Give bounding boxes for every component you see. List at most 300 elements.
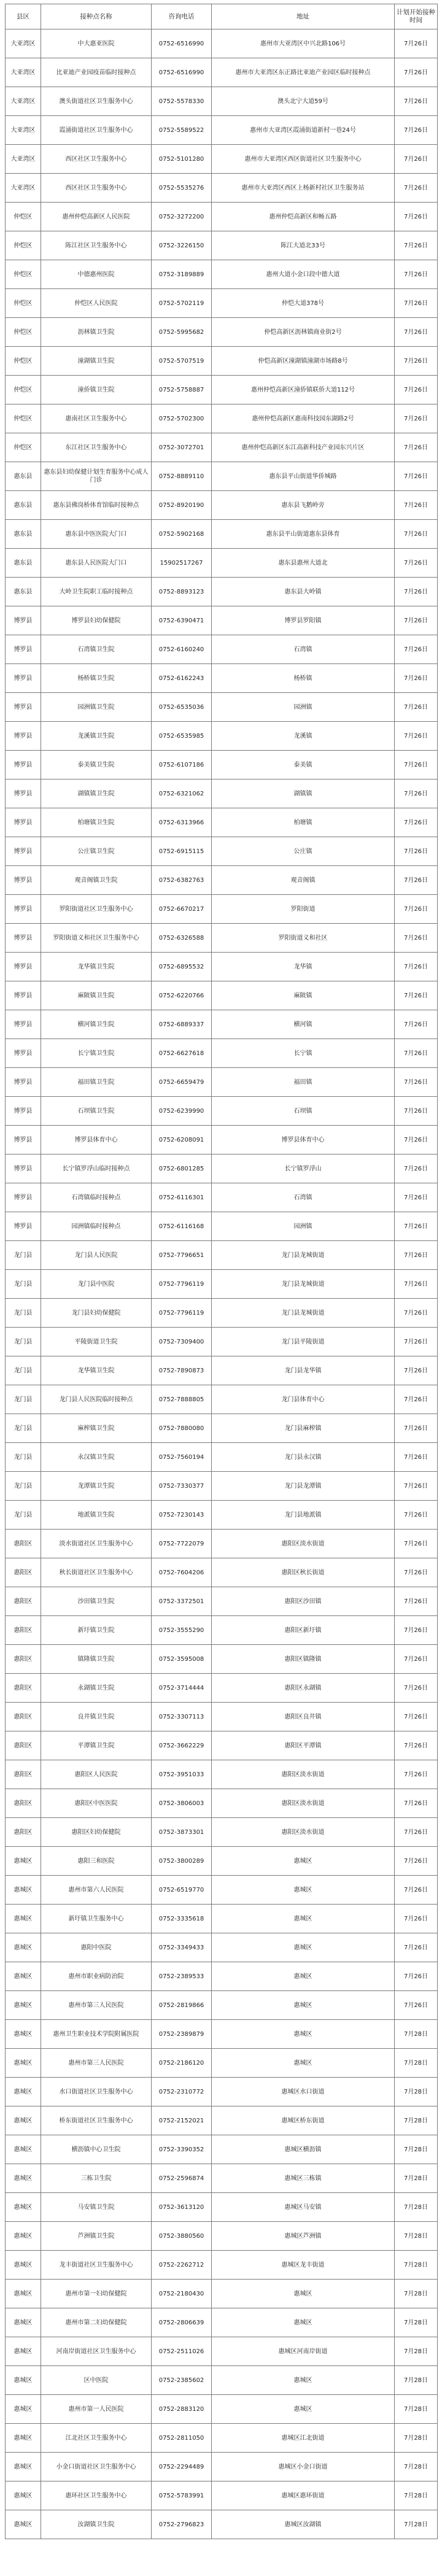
table-row xyxy=(6,1039,438,1068)
cell-phone: 0752-5589522 xyxy=(152,116,212,145)
cell-start-date: 7月26日 xyxy=(395,751,438,779)
cell-site-name: 桥东街道社区卫生服务中心 xyxy=(41,2106,152,2135)
cell-site-name: 河南岸街道社区卫生服务中心 xyxy=(41,2337,152,2366)
cell-site-name: 惠州市职业病防治院 xyxy=(41,1962,152,1991)
cell-site-name: 观音阁镇卫生院 xyxy=(41,866,152,895)
cell-phone: 0752-7560194 xyxy=(152,1443,212,1472)
cell-start-date: 7月26日 xyxy=(395,347,438,376)
table-row xyxy=(6,1645,438,1674)
cell-address: 惠城区惠环街道 xyxy=(212,2481,395,2510)
cell-site-name: 麻陂镇卫生院 xyxy=(41,981,152,1010)
cell-address: 泰美镇 xyxy=(212,751,395,779)
cell-district: 大亚湾区 xyxy=(6,116,41,145)
table-row xyxy=(6,1155,438,1183)
cell-phone: 0752-5783991 xyxy=(152,2481,212,2510)
cell-site-name: 惠州市第二妇幼保健院 xyxy=(41,2308,152,2337)
cell-phone: 0752-6915115 xyxy=(152,837,212,866)
table-row xyxy=(6,606,438,635)
cell-start-date: 7月26日 xyxy=(395,1760,438,1789)
cell-phone: 0752-3226150 xyxy=(152,231,212,260)
table-row xyxy=(6,751,438,779)
cell-address: 罗阳街道 xyxy=(212,895,395,924)
cell-district: 仲恺区 xyxy=(6,376,41,404)
table-body xyxy=(6,29,438,2539)
vaccination-sites-table xyxy=(5,4,438,2539)
table-row xyxy=(6,1760,438,1789)
cell-district: 惠阳区 xyxy=(6,1760,41,1789)
cell-site-name: 泰美镇卫生院 xyxy=(41,751,152,779)
cell-address: 惠州大道小金口段中德大道 xyxy=(212,260,395,289)
cell-site-name: 石湾镇卫生院 xyxy=(41,635,152,664)
cell-district: 惠城区 xyxy=(6,1962,41,1991)
cell-site-name: 园洲镇临时接种点 xyxy=(41,1212,152,1241)
table-row xyxy=(6,866,438,895)
cell-phone: 0752-2796823 xyxy=(152,2510,212,2539)
cell-site-name: 镇隆镇卫生院 xyxy=(41,1645,152,1674)
cell-address: 龙门县龙华镇 xyxy=(212,1356,395,1385)
cell-address: 惠阳区镇隆镇 xyxy=(212,1645,395,1674)
cell-address: 惠东县惠州大道北 xyxy=(212,549,395,578)
cell-phone: 0752-3335618 xyxy=(152,1905,212,1933)
cell-district: 仲恺区 xyxy=(6,260,41,289)
cell-phone: 0752-2883120 xyxy=(152,2395,212,2424)
cell-district: 博罗县 xyxy=(6,924,41,953)
table-row xyxy=(6,29,438,58)
table-row xyxy=(6,1443,438,1472)
cell-district: 惠阳区 xyxy=(6,1674,41,1703)
cell-district: 惠城区 xyxy=(6,2193,41,2222)
cell-address: 龙华镇 xyxy=(212,953,395,981)
table-row xyxy=(6,1616,438,1645)
cell-phone: 0752-2152021 xyxy=(152,2106,212,2135)
cell-site-name: 园洲镇卫生院 xyxy=(41,693,152,722)
cell-start-date: 7月26日 xyxy=(395,404,438,433)
cell-site-name: 龙华镇卫生院 xyxy=(41,1356,152,1385)
table-row xyxy=(6,2366,438,2395)
cell-district: 惠城区 xyxy=(6,1991,41,2020)
cell-address: 惠州仲恺高新区惠南科技园东湖路2号 xyxy=(212,404,395,433)
cell-address: 惠城区 xyxy=(212,2280,395,2308)
cell-address: 惠城区芦洲镇 xyxy=(212,2222,395,2251)
cell-site-name: 柏塘镇卫生院 xyxy=(41,808,152,837)
cell-address: 惠城区水口街道 xyxy=(212,2078,395,2106)
cell-site-name: 龙丰街道社区卫生服务中心 xyxy=(41,2251,152,2280)
cell-address: 石湾镇 xyxy=(212,1183,395,1212)
cell-phone: 0752-5995682 xyxy=(152,318,212,347)
cell-start-date: 7月28日 xyxy=(395,2308,438,2337)
cell-start-date: 7月26日 xyxy=(395,549,438,578)
cell-site-name: 惠州市第三人民医院 xyxy=(41,1991,152,2020)
table-row xyxy=(6,1328,438,1356)
cell-phone: 0752-6208091 xyxy=(152,1126,212,1155)
cell-start-date: 7月28日 xyxy=(395,2049,438,2078)
table-row xyxy=(6,260,438,289)
cell-site-name: 沙田镇卫生院 xyxy=(41,1587,152,1616)
cell-start-date: 7月28日 xyxy=(395,2395,438,2424)
table-row xyxy=(6,2135,438,2164)
cell-address: 惠城区江北街道 xyxy=(212,2424,395,2453)
cell-district: 龙门县 xyxy=(6,1414,41,1443)
cell-district: 仲恺区 xyxy=(6,404,41,433)
cell-site-name: 沥林镇卫生院 xyxy=(41,318,152,347)
cell-site-name: 博罗县妇幼保健院 xyxy=(41,606,152,635)
cell-phone: 0752-6220766 xyxy=(152,981,212,1010)
cell-district: 龙门县 xyxy=(6,1385,41,1414)
cell-site-name: 惠南社区卫生服务中心 xyxy=(41,404,152,433)
table-row xyxy=(6,1501,438,1530)
cell-site-name: 地派镇卫生院 xyxy=(41,1501,152,1530)
cell-start-date: 7月26日 xyxy=(395,462,438,491)
cell-district: 惠城区 xyxy=(6,2106,41,2135)
cell-district: 龙门县 xyxy=(6,1299,41,1328)
cell-start-date: 7月26日 xyxy=(395,1443,438,1472)
table-row xyxy=(6,2280,438,2308)
cell-site-name: 龙华镇卫生院 xyxy=(41,953,152,981)
cell-site-name: 惠州卫生职业技术学院附属医院 xyxy=(41,2020,152,2049)
table-row xyxy=(6,635,438,664)
cell-phone: 0752-7722079 xyxy=(152,1530,212,1558)
table-row xyxy=(6,1991,438,2020)
header-start-date: 计划开始接种时间 xyxy=(395,4,438,29)
cell-district: 仲恺区 xyxy=(6,318,41,347)
cell-district: 惠阳区 xyxy=(6,1558,41,1587)
table-row xyxy=(6,289,438,318)
cell-phone: 0752-3714444 xyxy=(152,1674,212,1703)
cell-start-date: 7月26日 xyxy=(395,433,438,462)
cell-address: 龙门县龙城街道 xyxy=(212,1270,395,1299)
cell-district: 博罗县 xyxy=(6,779,41,808)
table-row xyxy=(6,1818,438,1847)
cell-start-date: 7月26日 xyxy=(395,808,438,837)
cell-district: 惠阳区 xyxy=(6,1645,41,1674)
table-row xyxy=(6,1876,438,1905)
table-row xyxy=(6,1299,438,1328)
cell-start-date: 7月26日 xyxy=(395,1328,438,1356)
cell-district: 惠城区 xyxy=(6,2510,41,2539)
cell-address: 观音阁镇 xyxy=(212,866,395,895)
cell-start-date: 7月28日 xyxy=(395,2020,438,2049)
table-row xyxy=(6,779,438,808)
table-header xyxy=(6,4,438,29)
cell-site-name: 罗阳街道社区卫生服务中心 xyxy=(41,895,152,924)
table-row xyxy=(6,2222,438,2251)
cell-address: 仲恺高新区沥林镇商业街2号 xyxy=(212,318,395,347)
cell-address: 龙溪镇 xyxy=(212,722,395,751)
table-row xyxy=(6,895,438,924)
table-row xyxy=(6,1962,438,1991)
cell-district: 大亚湾区 xyxy=(6,87,41,116)
cell-site-name: 横河镇卫生院 xyxy=(41,1010,152,1039)
cell-site-name: 公庄镇卫生院 xyxy=(41,837,152,866)
cell-district: 大亚湾区 xyxy=(6,58,41,87)
cell-address: 博罗县体育中心 xyxy=(212,1126,395,1155)
cell-phone: 0752-6321062 xyxy=(152,779,212,808)
cell-site-name: 新圩镇卫生院 xyxy=(41,1616,152,1645)
cell-start-date: 7月26日 xyxy=(395,1126,438,1155)
cell-site-name: 石湾镇临时接种点 xyxy=(41,1183,152,1212)
cell-address: 龙门县龙城街道 xyxy=(212,1241,395,1270)
cell-start-date: 7月28日 xyxy=(395,2453,438,2481)
cell-start-date: 7月26日 xyxy=(395,1962,438,1991)
cell-site-name: 长宁镇卫生院 xyxy=(41,1039,152,1068)
cell-address: 龙门县龙城街道 xyxy=(212,1299,395,1328)
table-row xyxy=(6,145,438,174)
table-row xyxy=(6,1847,438,1876)
cell-district: 博罗县 xyxy=(6,664,41,693)
table-row xyxy=(6,1933,438,1962)
cell-phone: 0752-6107186 xyxy=(152,751,212,779)
cell-address: 仲恺大道378号 xyxy=(212,289,395,318)
cell-phone: 0752-6239990 xyxy=(152,1097,212,1126)
cell-address: 博罗县罗阳镇 xyxy=(212,606,395,635)
cell-start-date: 7月26日 xyxy=(395,693,438,722)
cell-start-date: 7月26日 xyxy=(395,1616,438,1645)
cell-phone: 0752-3613120 xyxy=(152,2193,212,2222)
cell-address: 龙门县体育中心 xyxy=(212,1385,395,1414)
cell-district: 大亚湾区 xyxy=(6,174,41,203)
cell-district: 惠城区 xyxy=(6,1847,41,1876)
cell-address: 惠城区桥东街道 xyxy=(212,2106,395,2135)
cell-district: 惠东县 xyxy=(6,462,41,491)
cell-address: 惠城区汝湖镇 xyxy=(212,2510,395,2539)
cell-phone: 0752-2389879 xyxy=(152,2020,212,2049)
cell-district: 惠东县 xyxy=(6,549,41,578)
cell-phone: 0752-3951033 xyxy=(152,1760,212,1789)
cell-start-date: 7月28日 xyxy=(395,2510,438,2539)
table-row xyxy=(6,1703,438,1731)
cell-district: 惠城区 xyxy=(6,2164,41,2193)
cell-phone: 0752-7796651 xyxy=(152,1241,212,1270)
cell-start-date: 7月26日 xyxy=(395,491,438,520)
table-row xyxy=(6,1356,438,1385)
cell-address: 惠东县平山街道惠东县体育 xyxy=(212,520,395,549)
cell-start-date: 7月26日 xyxy=(395,1068,438,1097)
table-row xyxy=(6,2395,438,2424)
cell-phone: 0752-3555290 xyxy=(152,1616,212,1645)
cell-site-name: 惠州市第一妇幼保健院 xyxy=(41,2280,152,2308)
cell-phone: 0752-6390471 xyxy=(152,606,212,635)
cell-phone: 0752-2806639 xyxy=(152,2308,212,2337)
cell-phone: 0752-2294489 xyxy=(152,2453,212,2481)
cell-site-name: 罗阳街道义和社区卫生服务中心 xyxy=(41,924,152,953)
cell-district: 博罗县 xyxy=(6,1039,41,1068)
table-row xyxy=(6,318,438,347)
cell-address: 仲恺高新区潼湖镇潼湖市场路8号 xyxy=(212,347,395,376)
cell-address: 陈江大道北33号 xyxy=(212,231,395,260)
cell-address: 惠阳区淡水街道 xyxy=(212,1789,395,1818)
cell-site-name: 新圩镇卫生服务中心 xyxy=(41,1905,152,1933)
cell-district: 惠城区 xyxy=(6,2308,41,2337)
cell-phone: 0752-3072701 xyxy=(152,433,212,462)
cell-start-date: 7月28日 xyxy=(395,2481,438,2510)
cell-phone: 0752-8893123 xyxy=(152,578,212,606)
cell-site-name: 惠东县人民医院大门口 xyxy=(41,549,152,578)
cell-district: 博罗县 xyxy=(6,751,41,779)
cell-district: 博罗县 xyxy=(6,953,41,981)
cell-phone: 0752-3595008 xyxy=(152,1645,212,1674)
cell-district: 博罗县 xyxy=(6,1068,41,1097)
cell-start-date: 7月28日 xyxy=(395,2222,438,2251)
cell-address: 惠城区 xyxy=(212,2308,395,2337)
cell-phone: 0752-6889337 xyxy=(152,1010,212,1039)
cell-site-name: 龙门县妇幼保健院 xyxy=(41,1299,152,1328)
cell-site-name: 潼湖镇卫生院 xyxy=(41,347,152,376)
cell-start-date: 7月26日 xyxy=(395,260,438,289)
cell-phone: 0752-3873301 xyxy=(152,1818,212,1847)
cell-phone: 0752-8889110 xyxy=(152,462,212,491)
table-row xyxy=(6,1731,438,1760)
cell-address: 惠城区马安镇 xyxy=(212,2193,395,2222)
cell-site-name: 芦洲镇卫生院 xyxy=(41,2222,152,2251)
cell-district: 博罗县 xyxy=(6,606,41,635)
table-row xyxy=(6,808,438,837)
cell-start-date: 7月26日 xyxy=(395,981,438,1010)
cell-address: 横河镇 xyxy=(212,1010,395,1039)
cell-district: 龙门县 xyxy=(6,1241,41,1270)
cell-start-date: 7月26日 xyxy=(395,1933,438,1962)
cell-address: 惠城区横沥镇 xyxy=(212,2135,395,2164)
cell-district: 惠阳区 xyxy=(6,1789,41,1818)
cell-address: 惠州市大亚湾区霞涌街道新村一巷24号 xyxy=(212,116,395,145)
cell-address: 惠阳区秋长街道 xyxy=(212,1558,395,1587)
cell-address: 公庄镇 xyxy=(212,837,395,866)
cell-district: 惠东县 xyxy=(6,491,41,520)
cell-phone: 0752-7230143 xyxy=(152,1501,212,1530)
cell-start-date: 7月28日 xyxy=(395,2078,438,2106)
table-row xyxy=(6,58,438,87)
cell-start-date: 7月28日 xyxy=(395,2164,438,2193)
cell-site-name: 秋长街道社区卫生服务中心 xyxy=(41,1558,152,1587)
cell-phone: 0752-7888805 xyxy=(152,1385,212,1414)
cell-start-date: 7月26日 xyxy=(395,1010,438,1039)
cell-start-date: 7月26日 xyxy=(395,58,438,87)
cell-phone: 0752-2389533 xyxy=(152,1962,212,1991)
cell-phone: 0752-8920190 xyxy=(152,491,212,520)
cell-district: 龙门县 xyxy=(6,1270,41,1299)
table-row xyxy=(6,2164,438,2193)
cell-site-name: 惠阳区妇幼保健院 xyxy=(41,1818,152,1847)
cell-phone: 0752-7604206 xyxy=(152,1558,212,1587)
cell-district: 惠阳区 xyxy=(6,1818,41,1847)
table-row xyxy=(6,1905,438,1933)
cell-site-name: 惠东县妇幼保健计划生育服务中心成人门诊 xyxy=(41,462,152,491)
cell-start-date: 7月26日 xyxy=(395,1155,438,1183)
table-row xyxy=(6,1183,438,1212)
cell-district: 博罗县 xyxy=(6,1126,41,1155)
cell-phone: 0752-5578330 xyxy=(152,87,212,116)
table-row xyxy=(6,1558,438,1587)
cell-phone: 0752-6801285 xyxy=(152,1155,212,1183)
cell-start-date: 7月26日 xyxy=(395,1039,438,1068)
cell-address: 惠城区 xyxy=(212,2020,395,2049)
cell-district: 博罗县 xyxy=(6,1183,41,1212)
cell-start-date: 7月26日 xyxy=(395,520,438,549)
cell-district: 惠东县 xyxy=(6,578,41,606)
cell-address: 惠阳区淡水街道 xyxy=(212,1818,395,1847)
cell-address: 龙门县平陵街道 xyxy=(212,1328,395,1356)
cell-site-name: 澳头街道社区卫生服务中心 xyxy=(41,87,152,116)
cell-address: 惠州市大亚湾区西区街道社区卫生服务中心 xyxy=(212,145,395,174)
cell-phone: 0752-5702119 xyxy=(152,289,212,318)
cell-site-name: 永湖镇卫生院 xyxy=(41,1674,152,1703)
cell-start-date: 7月26日 xyxy=(395,1385,438,1414)
cell-district: 博罗县 xyxy=(6,981,41,1010)
table-row xyxy=(6,722,438,751)
cell-district: 大亚湾区 xyxy=(6,29,41,58)
cell-start-date: 7月28日 xyxy=(395,2135,438,2164)
cell-address: 惠州仲恺高新区东江高新科技产业园东兴片区 xyxy=(212,433,395,462)
cell-phone: 0752-6535036 xyxy=(152,693,212,722)
cell-site-name: 龙门县中医院 xyxy=(41,1270,152,1299)
cell-address: 龙门县永汉镇 xyxy=(212,1443,395,1472)
cell-start-date: 7月26日 xyxy=(395,953,438,981)
cell-address: 园洲镇 xyxy=(212,693,395,722)
cell-phone: 0752-3800289 xyxy=(152,1847,212,1876)
table-row xyxy=(6,231,438,260)
cell-address: 惠城区三栋镇 xyxy=(212,2164,395,2193)
cell-address: 惠城区 xyxy=(212,1847,395,1876)
cell-address: 惠州市大亚湾区西区上杨新村社区卫生服务站 xyxy=(212,174,395,203)
table-row xyxy=(6,433,438,462)
cell-address: 惠城区 xyxy=(212,1991,395,2020)
cell-phone: 0752-6160240 xyxy=(152,635,212,664)
cell-district: 惠城区 xyxy=(6,2337,41,2366)
cell-address: 惠州市大亚湾区东正路比亚迪产业园区临时接种点 xyxy=(212,58,395,87)
table-row xyxy=(6,1126,438,1155)
cell-address: 麻陂镇 xyxy=(212,981,395,1010)
cell-start-date: 7月26日 xyxy=(395,1270,438,1299)
cell-start-date: 7月28日 xyxy=(395,2424,438,2453)
cell-phone: 0752-6326588 xyxy=(152,924,212,953)
cell-address: 惠阳区新圩镇 xyxy=(212,1616,395,1645)
cell-phone: 0752-2310772 xyxy=(152,2078,212,2106)
table-row xyxy=(6,2424,438,2453)
cell-district: 仲恺区 xyxy=(6,203,41,231)
table-row xyxy=(6,1270,438,1299)
cell-site-name: 惠阳区人民医院 xyxy=(41,1760,152,1789)
cell-site-name: 马安镇卫生院 xyxy=(41,2193,152,2222)
cell-start-date: 7月26日 xyxy=(395,203,438,231)
cell-start-date: 7月28日 xyxy=(395,2251,438,2280)
table-row xyxy=(6,1414,438,1443)
cell-district: 惠城区 xyxy=(6,2135,41,2164)
cell-district: 惠阳区 xyxy=(6,1530,41,1558)
cell-site-name: 陈江社区卫生服务中心 xyxy=(41,231,152,260)
cell-address: 惠城区 xyxy=(212,2395,395,2424)
cell-address: 惠阳区淡水街道 xyxy=(212,1530,395,1558)
cell-district: 惠城区 xyxy=(6,2222,41,2251)
cell-address: 澳头北宁大道59号 xyxy=(212,87,395,116)
cell-address: 杨桥镇 xyxy=(212,664,395,693)
cell-district: 惠阳区 xyxy=(6,1587,41,1616)
cell-site-name: 湖镇镇卫生院 xyxy=(41,779,152,808)
cell-start-date: 7月26日 xyxy=(395,779,438,808)
cell-district: 惠阳区 xyxy=(6,1731,41,1760)
cell-phone: 0752-6895532 xyxy=(152,953,212,981)
cell-phone: 0752-5535276 xyxy=(152,174,212,203)
cell-start-date: 7月26日 xyxy=(395,1356,438,1385)
cell-phone: 0752-5707519 xyxy=(152,347,212,376)
cell-district: 惠城区 xyxy=(6,2366,41,2395)
cell-start-date: 7月26日 xyxy=(395,664,438,693)
cell-site-name: 福田镇卫生院 xyxy=(41,1068,152,1097)
cell-address: 龙门县麻榨镇 xyxy=(212,1414,395,1443)
cell-district: 惠城区 xyxy=(6,2020,41,2049)
cell-start-date: 7月26日 xyxy=(395,1414,438,1443)
cell-site-name: 区中医院 xyxy=(41,2366,152,2395)
cell-phone: 0752-6627618 xyxy=(152,1039,212,1068)
cell-phone: 0752-5702300 xyxy=(152,404,212,433)
